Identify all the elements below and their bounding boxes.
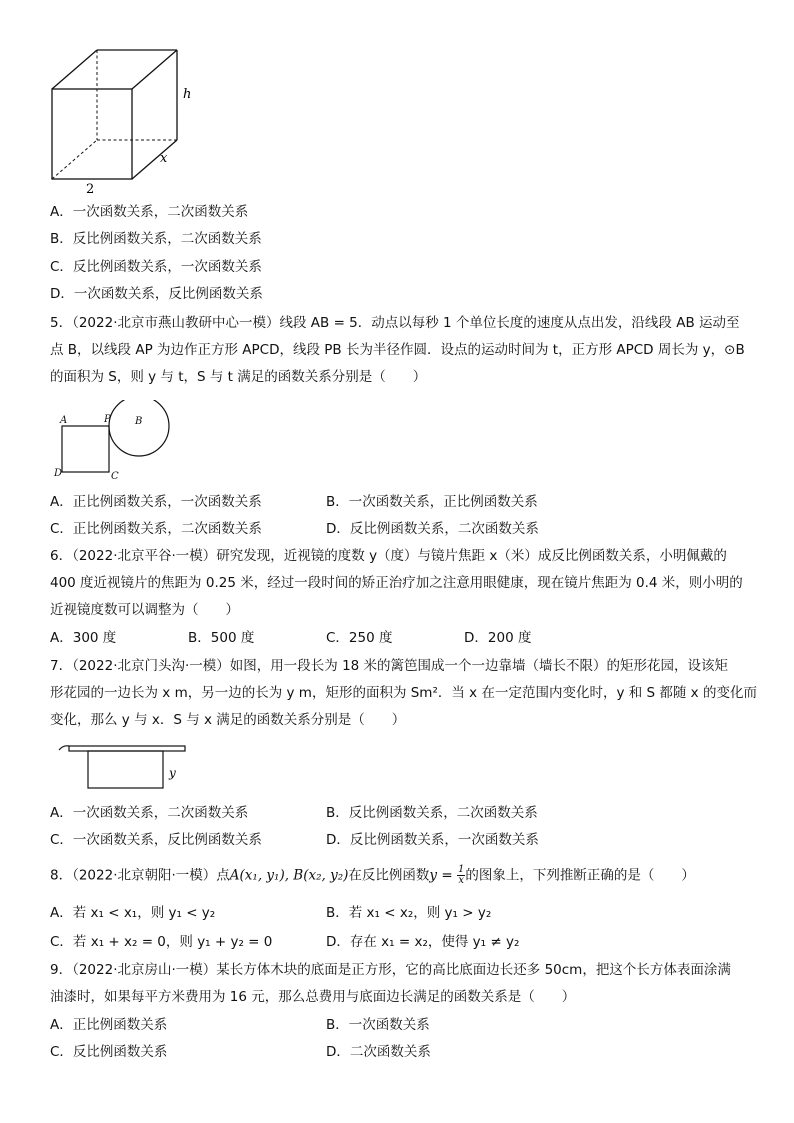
q6-option-a: A．300 度	[50, 630, 117, 646]
q6-stem-line3: 近视镜度数可以调整为（ ）	[50, 602, 239, 618]
q9-stem-line1: 9．（2022·北京房山·一模）某长方体木块的底面是正方形，它的高比底面边长还多 50cm，把这个长方体表面涂满	[50, 962, 731, 978]
square-circle-figure	[50, 400, 180, 485]
q9-option-c: C．反比例函数关系	[50, 1044, 168, 1060]
q8-stem-points: A(x₁, y₁), B(x₂, y₂)	[229, 867, 349, 884]
q7-option-c: C．一次函数关系，反比例函数关系	[50, 832, 262, 848]
q7-option-b: B．反比例函数关系，二次函数关系	[326, 805, 538, 821]
q8-option-c: C．若 x₁ + x₂ = 0，则 y₁ + y₂ = 0	[50, 934, 273, 950]
q4-option-b: B．反比例函数关系，二次函数关系	[50, 231, 262, 247]
q5-option-b: B．一次函数关系，正比例函数关系	[326, 494, 538, 510]
label-h: h	[183, 87, 192, 102]
q8-stem-prefix: 8．（2022·北京朝阳·一模）点	[50, 867, 230, 884]
cube-figure	[40, 40, 210, 200]
q8-option-d: D．存在 x₁ = x₂，使得 y₁ ≠ y₂	[326, 934, 520, 950]
q8-option-b: B．若 x₁ < x₂，则 y₁ > y₂	[326, 905, 492, 921]
q4-option-c: C．反比例函数关系，一次函数关系	[50, 259, 262, 275]
q8-fraction: $\frac{1}{x}$	[457, 864, 465, 886]
q5-option-c: C．正比例函数关系，二次函数关系	[50, 521, 262, 537]
q5-stem-line3: 的面积为 S，则 y 与 t，S 与 t 满足的函数关系分别是（ ）	[50, 369, 427, 385]
label-A: A	[60, 415, 68, 426]
q9-option-b: B．一次函数关系	[326, 1017, 430, 1033]
label-x: x	[160, 151, 168, 166]
q8-option-a: A．若 x₁ < x₁，则 y₁ < y₂	[50, 905, 216, 921]
q5-stem-line1: 5．（2022·北京市燕山教研中心一模）线段 AB = 5．动点以每秒 1 个单位长度的速度从点出发，沿线段 AB 运动至	[50, 315, 740, 331]
q8-stem: 8．（2022·北京朝阳·一模）点A(x₁, y₁), B(x₂, y₂)在反比例函数y = $\frac{1}{x}$ 的图象上，下列推断正确的是（ ）	[50, 864, 695, 886]
label-2: 2	[86, 182, 95, 197]
fence-figure	[55, 744, 195, 794]
q9-option-a: A．正比例函数关系	[50, 1017, 168, 1033]
q9-stem-line2: 油漆时，如果每平方米费用为 16 元，那么总费用与底面边长满足的函数关系是（ ）	[50, 989, 576, 1005]
q9-option-d: D．二次函数关系	[326, 1044, 431, 1060]
q5-option-d: D．反比例函数关系，二次函数关系	[326, 521, 539, 537]
label-C: C	[111, 471, 119, 482]
q7-stem-line3: 变化，那么 y 与 x．S 与 x 满足的函数关系分别是（ ）	[50, 712, 406, 728]
q7-option-a: A．一次函数关系，二次函数关系	[50, 805, 249, 821]
q8-stem-suffix: 的图象上，下列推断正确的是（ ）	[465, 867, 695, 884]
q5-option-a: A．正比例函数关系，一次函数关系	[50, 494, 262, 510]
q4-option-d: D．一次函数关系，反比例函数关系	[50, 286, 263, 302]
q6-option-d: D．200 度	[464, 630, 532, 646]
q4-option-a: A．一次函数关系，二次函数关系	[50, 204, 249, 220]
q6-stem-line1: 6．（2022·北京平谷·一模）研究发现，近视镜的度数 y（度）与镜片焦距 x（米）成反比例函数关系，小明佩戴的	[50, 548, 727, 564]
q6-option-b: B．500 度	[188, 630, 255, 646]
label-D: D	[54, 468, 63, 479]
q7-stem-line1: 7．（2022·北京门头沟·一模）如图，用一段长为 18 米的篱笆围成一个一边靠墙（墙长不限）的矩形花园，设该矩	[50, 658, 729, 674]
q5-stem-line2: 点 B，以线段 AP 为边作正方形 APCD，线段 PB 长为半径作圆．设点的运动时间为 t，正方形 APCD 周长为 y，⊙B	[50, 342, 745, 358]
label-B: B	[135, 416, 143, 427]
q7-option-d: D．反比例函数关系，一次函数关系	[326, 832, 539, 848]
q7-stem-line2: 形花园的一边长为 x m，另一边的长为 y m，矩形的面积为 Sm²．当 x 在一定范围内变化时，y 和 S 都随 x 的变化而	[50, 685, 757, 701]
label-P: P	[104, 414, 111, 425]
q8-stem-mid: 在反比例函数	[348, 867, 430, 884]
q6-option-c: C．250 度	[326, 630, 393, 646]
q6-stem-line2: 400 度近视镜片的焦距为 0.25 米，经过一段时间的矫正治疗加之注意用眼健康，现在镜片焦距为 0.4 米，则小明的	[50, 575, 743, 591]
label-y: y	[169, 766, 176, 780]
